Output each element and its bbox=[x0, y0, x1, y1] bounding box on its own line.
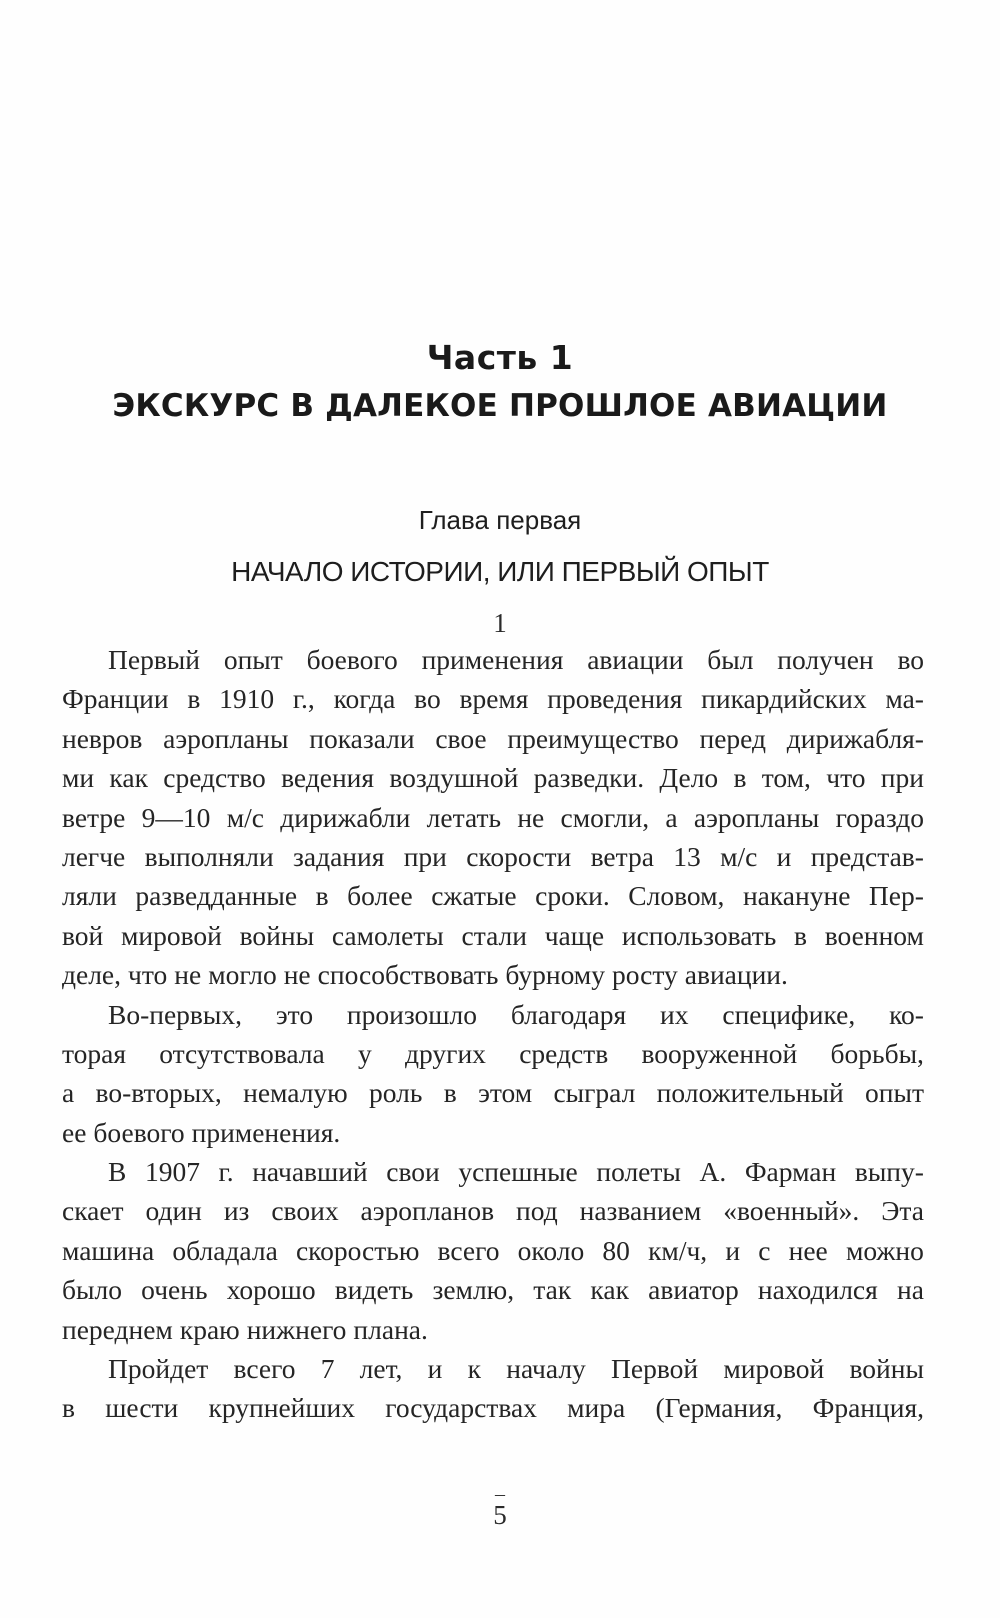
word: более bbox=[347, 880, 413, 912]
word: бурному bbox=[505, 959, 605, 991]
word: представ- bbox=[810, 840, 924, 872]
word: своих bbox=[271, 1195, 339, 1227]
word: под bbox=[516, 1195, 558, 1227]
word: Пройдет bbox=[108, 1353, 209, 1385]
word: во bbox=[414, 683, 441, 715]
word: у bbox=[358, 1037, 372, 1069]
text-line bbox=[62, 955, 924, 994]
word: м/с bbox=[226, 801, 264, 833]
word: этом bbox=[478, 1077, 533, 1109]
word: накануне bbox=[742, 880, 851, 912]
word: а bbox=[62, 1077, 75, 1109]
word: свое bbox=[435, 722, 487, 754]
text-line bbox=[62, 876, 924, 915]
word: военном bbox=[824, 919, 924, 951]
word: что bbox=[128, 959, 168, 991]
word: и bbox=[776, 840, 792, 872]
word: способствовать bbox=[317, 959, 499, 991]
word: м/с bbox=[720, 840, 758, 872]
word: получен bbox=[777, 644, 874, 675]
word: хорошо bbox=[226, 1274, 316, 1306]
word: дирижабли bbox=[280, 801, 411, 833]
word: применения. bbox=[191, 1116, 341, 1148]
word: специфике, bbox=[722, 998, 856, 1030]
chapter-title: НАЧАЛО ИСТОРИИ, ИЛИ ПЕРВЫЙ ОПЫТ bbox=[231, 556, 769, 587]
text-line bbox=[62, 679, 924, 718]
word: деле, bbox=[62, 959, 122, 991]
word: 13 bbox=[673, 840, 701, 872]
word: время bbox=[459, 683, 529, 715]
word: как bbox=[109, 762, 148, 794]
word: при bbox=[880, 762, 924, 794]
word: когда bbox=[333, 683, 396, 715]
word: в bbox=[443, 1077, 457, 1109]
word: не bbox=[283, 959, 311, 991]
word: самолеты bbox=[331, 919, 444, 951]
word: это bbox=[275, 998, 314, 1030]
word: вой bbox=[62, 919, 104, 951]
word: росту bbox=[611, 959, 678, 991]
text-line bbox=[62, 1152, 924, 1191]
word: Фарман bbox=[744, 1156, 837, 1188]
word: во bbox=[897, 644, 924, 675]
text-line bbox=[62, 916, 924, 955]
word: как bbox=[590, 1274, 629, 1306]
word: км/ч, bbox=[648, 1234, 708, 1266]
word: названием bbox=[579, 1195, 702, 1227]
word: ляли bbox=[62, 880, 117, 912]
word: государствах bbox=[385, 1392, 537, 1424]
word: лет, bbox=[359, 1353, 403, 1385]
word: начавший bbox=[252, 1156, 368, 1188]
word: ко- bbox=[889, 998, 924, 1030]
word: гораздо bbox=[835, 801, 924, 833]
word: выполняли bbox=[144, 840, 274, 872]
word: Пер- bbox=[868, 880, 924, 912]
word: проведения bbox=[547, 683, 683, 715]
word: (Германия, bbox=[655, 1392, 783, 1424]
word: можно bbox=[845, 1234, 924, 1266]
word: так bbox=[533, 1274, 572, 1306]
word: шести bbox=[105, 1392, 179, 1424]
word: Первый bbox=[108, 644, 200, 675]
word: что bbox=[826, 762, 866, 794]
word: ветре bbox=[62, 801, 126, 833]
text-line bbox=[62, 640, 924, 679]
word: Франция, bbox=[812, 1392, 924, 1424]
word: разведки. bbox=[533, 762, 645, 794]
word: Франции bbox=[62, 683, 169, 715]
text-line bbox=[62, 837, 924, 876]
word: преимущество bbox=[507, 722, 679, 754]
word: авиатор bbox=[648, 1274, 739, 1306]
word: переднем bbox=[62, 1313, 173, 1345]
word: во-вторых, bbox=[95, 1077, 222, 1109]
word: произошло bbox=[346, 998, 477, 1030]
word: скоростью bbox=[295, 1234, 420, 1266]
word: ветра bbox=[590, 840, 654, 872]
word: положительный bbox=[656, 1077, 844, 1109]
word: выпу- bbox=[854, 1156, 924, 1188]
word: крупнейших bbox=[208, 1392, 356, 1424]
word: машина bbox=[62, 1234, 155, 1266]
section-number: 1 bbox=[493, 608, 507, 638]
word: видеть bbox=[334, 1274, 414, 1306]
word: был bbox=[707, 644, 754, 675]
page-number-dash: – bbox=[495, 1483, 505, 1505]
word: мира bbox=[567, 1392, 626, 1424]
text-line bbox=[62, 798, 924, 837]
word: нижнего bbox=[246, 1313, 347, 1345]
word: войны bbox=[239, 919, 315, 951]
word: отсутствовала bbox=[159, 1037, 325, 1069]
word: 1910 bbox=[219, 683, 275, 715]
word: не bbox=[517, 801, 545, 833]
word: борьбы, bbox=[830, 1037, 924, 1069]
word: войны bbox=[849, 1353, 924, 1385]
word: чаще bbox=[544, 919, 605, 951]
word: около bbox=[517, 1234, 585, 1266]
word: пикардийских bbox=[701, 683, 867, 715]
part-label: Часть 1 bbox=[426, 338, 574, 377]
word: 1907 bbox=[144, 1156, 200, 1188]
word: перед bbox=[699, 722, 767, 754]
word: авиации bbox=[587, 644, 684, 675]
word: использовать bbox=[621, 919, 777, 951]
word: землю, bbox=[432, 1274, 515, 1306]
word: А. bbox=[699, 1156, 727, 1188]
word: нее bbox=[788, 1234, 828, 1266]
word: легче bbox=[62, 840, 126, 872]
word: было bbox=[62, 1274, 122, 1306]
text-line bbox=[62, 1113, 924, 1152]
word: воздушной bbox=[389, 762, 519, 794]
word: всего bbox=[437, 1234, 500, 1266]
word: аэропланы bbox=[163, 722, 289, 754]
word: из bbox=[223, 1195, 250, 1227]
text-line bbox=[62, 1349, 924, 1388]
word: Первой bbox=[611, 1353, 699, 1385]
word: Словом, bbox=[628, 880, 725, 912]
word: г., bbox=[292, 683, 315, 715]
word: ма- bbox=[885, 683, 924, 715]
text-line bbox=[62, 719, 924, 758]
word: торая bbox=[62, 1037, 127, 1069]
word: 7 bbox=[320, 1353, 335, 1385]
word: в bbox=[315, 880, 329, 912]
word: «военный». bbox=[723, 1195, 860, 1227]
word: благодаря bbox=[510, 998, 627, 1030]
word: плана. bbox=[353, 1313, 428, 1345]
word: успешные bbox=[458, 1156, 578, 1188]
word: невров bbox=[62, 722, 143, 754]
word: немалую bbox=[243, 1077, 348, 1109]
text-line bbox=[62, 1073, 924, 1112]
word: разведданные bbox=[135, 880, 298, 912]
word: стали bbox=[461, 919, 527, 951]
text-line bbox=[62, 1310, 924, 1349]
word: и bbox=[427, 1353, 443, 1385]
word: дирижабля- bbox=[786, 722, 924, 754]
chapter-label: Глава первая bbox=[418, 505, 582, 535]
text-line bbox=[62, 995, 924, 1034]
word: очень bbox=[141, 1274, 208, 1306]
word: началу bbox=[506, 1353, 586, 1385]
word: авиации. bbox=[684, 959, 788, 991]
word: скорости bbox=[466, 840, 572, 872]
text-line bbox=[62, 758, 924, 797]
word: всего bbox=[233, 1353, 296, 1385]
text-line bbox=[62, 1270, 924, 1309]
word: скает bbox=[62, 1195, 124, 1227]
word: сыграл bbox=[553, 1077, 636, 1109]
part-title: ЭКСКУРС В ДАЛЕКОЕ ПРОШЛОЕ АВИАЦИИ bbox=[112, 388, 888, 424]
word: Во-первых, bbox=[108, 998, 243, 1030]
page-number: 5 bbox=[493, 1500, 507, 1530]
word: других bbox=[405, 1037, 486, 1069]
word: сроки. bbox=[535, 880, 610, 912]
body-text bbox=[62, 640, 924, 1428]
word: средств bbox=[519, 1037, 609, 1069]
word: их bbox=[660, 998, 689, 1030]
word: на bbox=[896, 1274, 924, 1306]
word: мировой bbox=[723, 1353, 825, 1385]
word: 80 bbox=[602, 1234, 630, 1266]
word: летать bbox=[426, 801, 502, 833]
word: и bbox=[725, 1234, 741, 1266]
word: мировой bbox=[121, 919, 222, 951]
text-line bbox=[62, 1191, 924, 1230]
word: в bbox=[62, 1392, 75, 1424]
word: не bbox=[174, 959, 202, 991]
word: Дело bbox=[659, 762, 719, 794]
word: в bbox=[794, 919, 808, 951]
word: аэропланы bbox=[693, 801, 820, 833]
text-line bbox=[62, 1231, 924, 1270]
text-line bbox=[62, 1034, 924, 1073]
word: свои bbox=[386, 1156, 440, 1188]
word: смогли, bbox=[560, 801, 650, 833]
word: ее bbox=[62, 1116, 87, 1148]
word: задания bbox=[293, 840, 385, 872]
word: краю bbox=[179, 1313, 240, 1345]
word: при bbox=[403, 840, 447, 872]
word: ведения bbox=[281, 762, 375, 794]
word: обладала bbox=[172, 1234, 278, 1266]
word: боевого bbox=[93, 1116, 185, 1148]
word: опыт bbox=[223, 644, 283, 675]
word: 9—10 bbox=[141, 801, 211, 833]
word: с bbox=[758, 1234, 771, 1266]
text-line bbox=[62, 1388, 924, 1427]
word: г. bbox=[218, 1156, 234, 1188]
word: вооруженной bbox=[641, 1037, 798, 1069]
word: к bbox=[467, 1353, 481, 1385]
word: ми bbox=[62, 762, 95, 794]
word: опыт bbox=[865, 1077, 924, 1109]
word: один bbox=[145, 1195, 202, 1227]
word: а bbox=[665, 801, 678, 833]
word: могло bbox=[208, 959, 277, 991]
word: том, bbox=[761, 762, 811, 794]
word: находился bbox=[757, 1274, 878, 1306]
word: в bbox=[733, 762, 747, 794]
word: в bbox=[187, 683, 201, 715]
word: показали bbox=[309, 722, 415, 754]
word: сжатые bbox=[431, 880, 517, 912]
word: В bbox=[108, 1156, 127, 1188]
word: Эта bbox=[881, 1195, 924, 1227]
word: применения bbox=[421, 644, 564, 675]
word: роль bbox=[369, 1077, 423, 1109]
word: средство bbox=[163, 762, 266, 794]
word: боевого bbox=[306, 644, 398, 675]
word: аэропланов bbox=[360, 1195, 495, 1227]
word: полеты bbox=[596, 1156, 681, 1188]
